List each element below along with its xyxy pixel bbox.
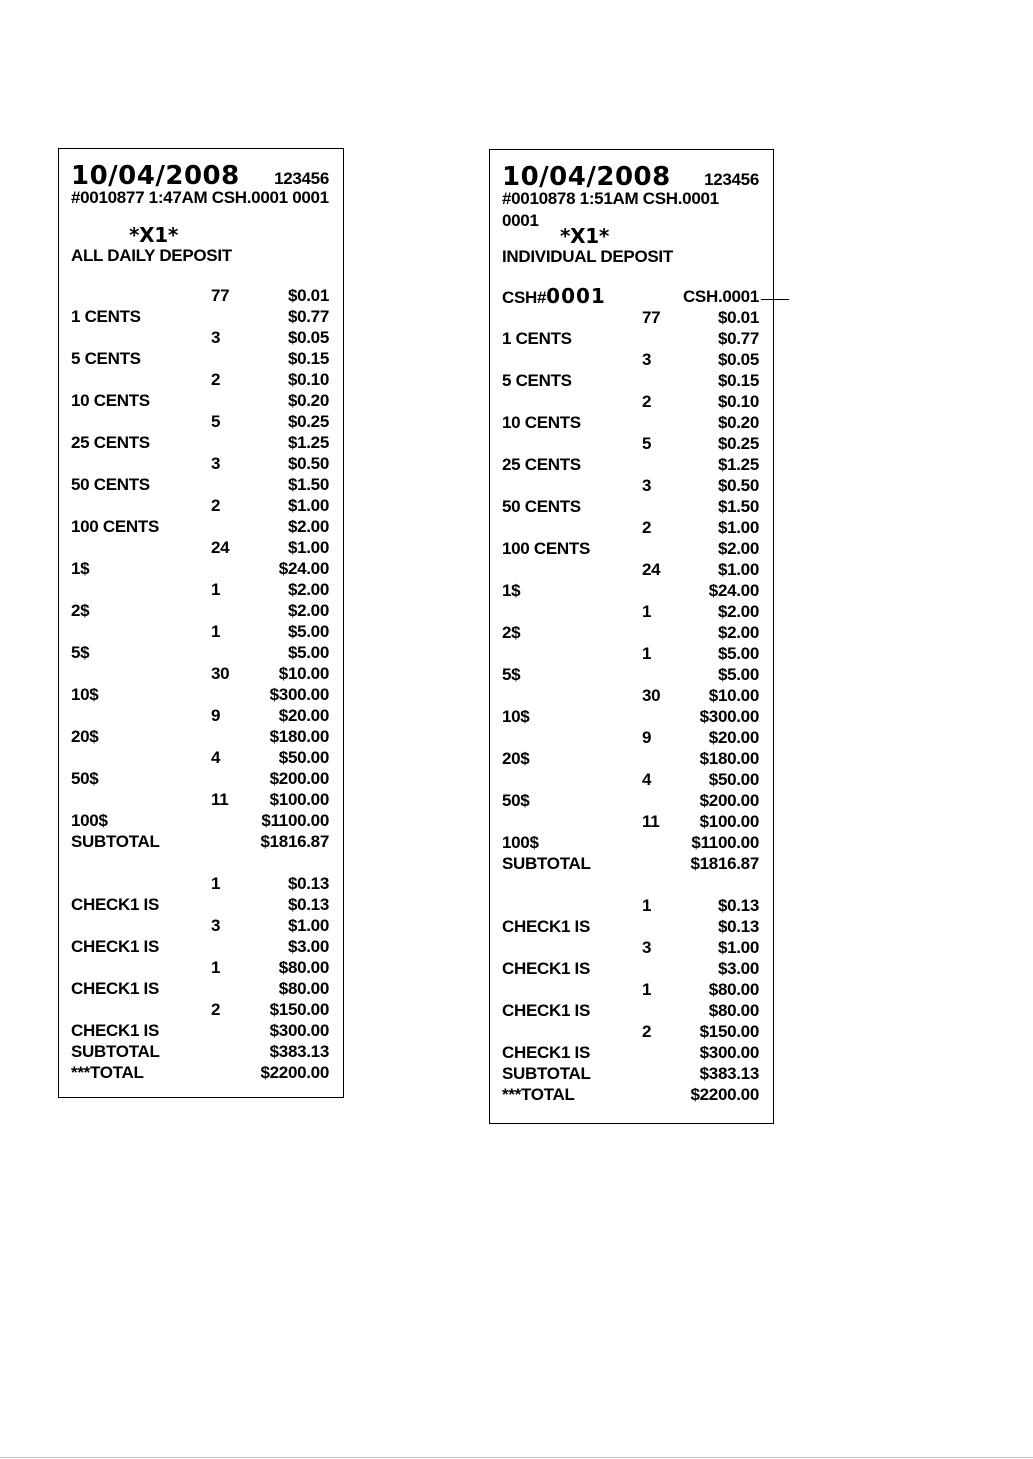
row-amount: $0.20 [287,391,329,410]
row-amount: $0.10 [287,370,329,389]
cashier-line [502,286,759,307]
receipt-row-check-count [71,873,329,894]
row-quantity: 1 [211,874,221,893]
receipt-row-denomination [502,370,759,391]
row-quantity: 11 [211,790,229,809]
row-amount: $10.00 [708,686,759,705]
row-amount: $3.00 [287,937,329,956]
receipt-row-count [502,559,759,580]
row-quantity: 4 [211,748,221,767]
row-label: CHECK1 IS [502,917,590,936]
row-amount: $300.00 [699,1043,759,1062]
receipt-row-count [71,285,329,306]
row-amount: $1.00 [717,560,759,579]
row-amount: $0.01 [287,286,329,305]
receipt-row-denomination [502,538,759,559]
receipt-row-denomination [71,432,329,453]
row-quantity: 11 [642,812,660,831]
row-amount: $0.25 [717,434,759,453]
receipt-row-count [71,369,329,390]
row-amount: $1100.00 [261,811,329,830]
row-label: 5$ [502,665,521,684]
receipt-row-count [71,495,329,516]
receipt-row-check [71,978,329,999]
section-gap [502,874,759,895]
row-amount: $1.25 [287,433,329,452]
row-quantity: 2 [642,392,652,411]
row-quantity: 9 [211,706,221,725]
row-amount: $2200.00 [260,1063,329,1082]
row-amount: $5.00 [717,644,759,663]
row-label: 50$ [502,791,530,810]
row-label: 100$ [71,811,108,830]
row-quantity: 24 [642,560,661,579]
receipt-row-count [71,663,329,684]
receipt-row-check [502,1042,759,1063]
receipt-row-count [502,601,759,622]
receipt-row-denomination [502,790,759,811]
row-label: 20$ [71,727,99,746]
receipt-individual-deposit [489,149,774,1124]
row-amount: $150.00 [269,1000,329,1019]
row-label: SUBTOTAL [71,832,160,851]
receipt-row-count [502,727,759,748]
receipt-row-check [71,894,329,915]
row-amount: $150.00 [699,1022,759,1041]
row-amount: $24.00 [708,581,759,600]
row-amount: $0.01 [717,308,759,327]
row-label: 5$ [71,643,90,662]
row-amount: $0.77 [717,329,759,348]
row-quantity: 3 [211,916,221,935]
report-mode: *X1* [129,223,179,247]
row-label: 25 CENTS [71,433,150,452]
row-label: 50 CENTS [71,475,150,494]
row-quantity: 5 [642,434,652,453]
row-label: SUBTOTAL [71,1042,160,1061]
receipt-row-count [502,811,759,832]
row-amount: $10.00 [278,664,329,683]
row-amount: $80.00 [278,979,329,998]
row-label: 50$ [71,769,99,788]
row-quantity: 77 [642,308,661,327]
receipt-row-count [502,769,759,790]
row-amount: $0.10 [717,392,759,411]
row-label: CHECK1 IS [71,979,159,998]
row-amount: $0.50 [717,476,759,495]
row-quantity: 3 [642,350,652,369]
receipt-row-check-subtotal [71,1041,329,1062]
row-amount: $1.50 [287,475,329,494]
receipt-row-check [502,958,759,979]
row-amount: $100.00 [269,790,329,809]
receipt-row-denomination [71,558,329,579]
row-label: 1 CENTS [71,307,141,326]
row-amount: $0.13 [287,895,329,914]
row-amount: $0.77 [287,307,329,326]
row-amount: $20.00 [708,728,759,747]
receipt-row-check [71,1020,329,1041]
receipt-row-denomination [502,328,759,349]
row-amount: $20.00 [278,706,329,725]
row-label: 10 CENTS [502,413,581,432]
row-amount: $2.00 [287,517,329,536]
row-quantity: 3 [211,454,221,473]
consecutive-time-line: #0010877 1:47AM CSH.0001 0001 [71,188,329,207]
consecutive-time-line: #0010878 1:51AM CSH.0001 0001 [502,189,719,230]
receipt-header [71,161,329,191]
receipt-row-denomination [502,622,759,643]
receipt-row-count [71,579,329,600]
receipt-row-check [502,1000,759,1021]
row-quantity: 2 [642,1022,652,1041]
receipt-row-grand-total [502,1084,759,1105]
row-quantity: 3 [211,328,221,347]
receipt-row-count [502,349,759,370]
row-quantity: 3 [642,938,652,957]
row-label: 10$ [71,685,99,704]
row-amount: $0.20 [717,413,759,432]
row-amount: $0.50 [287,454,329,473]
row-quantity: 30 [642,686,661,705]
row-label: CHECK1 IS [71,895,159,914]
row-amount: $50.00 [708,770,759,789]
row-label: CHECK1 IS [502,1001,590,1020]
receipt-row-count [71,411,329,432]
receipt-all-daily-deposit [58,148,344,1098]
row-quantity: 1 [642,602,652,621]
receipt-row-denomination [71,768,329,789]
receipt-date: 10/04/2008 [502,162,671,192]
receipt-row-count [502,433,759,454]
receipt-number: 123456 [704,170,759,189]
row-quantity: 77 [211,286,230,305]
receipt-row-count [71,621,329,642]
row-amount: $2.00 [717,623,759,642]
receipt-row-count [71,327,329,348]
row-quantity: 1 [642,644,652,663]
receipt-row-denomination [71,810,329,831]
row-label: 20$ [502,749,530,768]
row-label: 10$ [502,707,530,726]
row-amount: $180.00 [269,727,329,746]
receipt-row-denomination [71,642,329,663]
receipt-row-count [71,705,329,726]
receipt-row-cash-subtotal [502,853,759,874]
row-amount: $0.15 [717,371,759,390]
row-label: 1$ [71,559,90,578]
row-amount: $2.00 [717,602,759,621]
receipt-date: 10/04/2008 [71,161,240,191]
row-quantity: 1 [642,980,652,999]
row-quantity: 4 [642,770,652,789]
receipt-row-count [502,643,759,664]
row-label: 5 CENTS [502,371,572,390]
row-amount: $180.00 [699,749,759,768]
row-label: CHECK1 IS [71,937,159,956]
row-amount: $300.00 [699,707,759,726]
row-label: 100 CENTS [71,517,160,536]
receipt-row-denomination [502,748,759,769]
row-amount: $1.00 [717,938,759,957]
row-label: 2$ [71,601,90,620]
row-quantity: 2 [211,1000,221,1019]
row-quantity: 2 [211,370,221,389]
row-amount: $100.00 [699,812,759,831]
page-bottom-rule [0,1457,1033,1458]
receipt-row-denomination [71,474,329,495]
row-amount: $1.50 [717,497,759,516]
row-quantity: 30 [211,664,230,683]
receipt-row-denomination [502,454,759,475]
receipt-row-check-count [502,979,759,1000]
row-label: 10 CENTS [71,391,150,410]
row-label: ***TOTAL [502,1085,575,1104]
row-amount: $5.00 [287,622,329,641]
row-amount: $1816.87 [690,854,759,873]
row-amount: $300.00 [269,1021,329,1040]
row-amount: $1.00 [717,518,759,537]
receipt-header [502,162,759,192]
row-quantity: 1 [211,580,221,599]
receipt-row-denomination [502,412,759,433]
row-amount: $0.15 [287,349,329,368]
row-amount: $0.05 [717,350,759,369]
row-amount: $2200.00 [690,1085,759,1104]
receipt-row-denomination [71,726,329,747]
receipt-row-count [502,307,759,328]
row-label: CHECK1 IS [502,959,590,978]
row-label: 100 CENTS [502,539,591,558]
cashier-code [502,286,606,308]
row-quantity: 5 [211,412,221,431]
receipt-row-denomination [71,600,329,621]
row-amount: $0.05 [287,328,329,347]
receipt-row-denomination [502,496,759,517]
row-label: ***TOTAL [71,1063,144,1082]
row-label: 25 CENTS [502,455,581,474]
receipt-row-cash-subtotal [71,831,329,852]
cashier-prefix: CSH# [502,288,547,307]
row-amount: $1.00 [287,916,329,935]
row-amount: $80.00 [708,1001,759,1020]
row-amount: $300.00 [269,685,329,704]
receipt-row-denomination [71,516,329,537]
receipt-row-denomination [71,390,329,411]
receipt-row-grand-total [71,1062,329,1083]
row-amount: $5.00 [717,665,759,684]
receipt-row-check-count [502,1021,759,1042]
receipt-row-count [71,537,329,558]
row-amount: $80.00 [708,980,759,999]
receipt-row-check [502,916,759,937]
row-amount: $0.13 [287,874,329,893]
row-label: SUBTOTAL [502,854,591,873]
row-amount: $200.00 [699,791,759,810]
row-label: SUBTOTAL [502,1064,591,1083]
receipt-row-check-count [502,937,759,958]
row-amount: $5.00 [287,643,329,662]
receipt-row-denomination [502,664,759,685]
row-amount: $80.00 [278,958,329,977]
row-amount: $0.13 [717,917,759,936]
row-amount: $2.00 [287,580,329,599]
row-quantity: 1 [211,622,221,641]
row-amount: $1.25 [717,455,759,474]
receipt-row-count [71,453,329,474]
receipt-row-denomination [502,706,759,727]
receipt-row-denomination [71,348,329,369]
cashier-number: 0001 [546,284,606,308]
row-label: 50 CENTS [502,497,581,516]
row-label: 2$ [502,623,521,642]
row-quantity: 24 [211,538,230,557]
row-amount: $50.00 [278,748,329,767]
row-quantity: 2 [642,518,652,537]
section-gap [71,852,329,873]
row-label: 5 CENTS [71,349,141,368]
row-quantity: 2 [211,496,221,515]
row-label: CHECK1 IS [71,1021,159,1040]
receipt-row-count [71,747,329,768]
row-amount: $0.13 [717,896,759,915]
row-amount: $24.00 [278,559,329,578]
row-quantity: 3 [642,476,652,495]
receipt-row-check-subtotal [502,1063,759,1084]
row-label: 1$ [502,581,521,600]
row-amount: $200.00 [269,769,329,788]
row-amount: $1.00 [287,496,329,515]
report-type: ALL DAILY DEPOSIT [71,246,232,265]
row-quantity: 9 [642,728,652,747]
row-amount: $1.00 [287,538,329,557]
row-amount: $383.13 [699,1064,759,1083]
row-quantity: 1 [642,896,652,915]
row-amount: $0.25 [287,412,329,431]
receipt-row-check-count [71,915,329,936]
row-amount: $383.13 [269,1042,329,1061]
receipt-row-count [71,789,329,810]
report-type: INDIVIDUAL DEPOSIT [502,247,673,266]
cashier-name: CSH.0001 [682,287,759,306]
row-quantity: 1 [211,958,221,977]
receipt-row-count [502,517,759,538]
receipt-row-count [502,475,759,496]
row-amount: $3.00 [717,959,759,978]
receipt-row-check-count [71,999,329,1020]
receipt-row-check-count [502,895,759,916]
callout-line [761,299,789,300]
row-label: CHECK1 IS [502,1043,590,1062]
receipt-row-check-count [71,957,329,978]
receipt-row-check [71,936,329,957]
row-amount: $1100.00 [691,833,759,852]
row-amount: $2.00 [287,601,329,620]
receipt-number: 123456 [274,169,329,188]
receipt-row-denomination [71,684,329,705]
receipt-row-denomination [502,580,759,601]
row-label: 1 CENTS [502,329,572,348]
receipt-row-denomination [502,832,759,853]
row-amount: $2.00 [717,539,759,558]
row-amount: $1816.87 [260,832,329,851]
receipt-row-count [502,391,759,412]
row-label: 100$ [502,833,539,852]
report-mode: *X1* [560,224,610,248]
receipt-row-denomination [71,306,329,327]
receipt-row-count [502,685,759,706]
